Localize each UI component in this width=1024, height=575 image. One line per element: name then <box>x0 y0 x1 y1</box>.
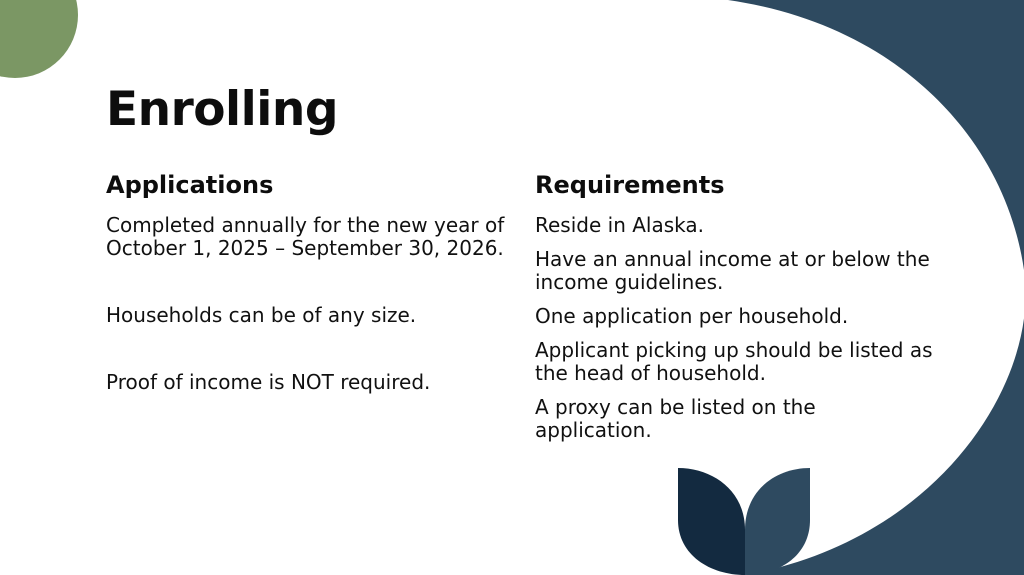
right-leaf-shape <box>745 468 810 575</box>
applications-heading: Applications <box>106 171 274 199</box>
requirement-item: Have an annual income at or below the income guidelines. <box>535 247 930 294</box>
applications-proof-text: Proof of income is NOT required. <box>106 370 431 394</box>
left-leaf-shape <box>678 468 745 575</box>
requirements-column <box>535 168 935 442</box>
requirement-item: Applicant picking up should be listed as the head of household. <box>535 338 933 385</box>
applications-column <box>106 168 506 394</box>
green-circle-shape <box>0 0 78 78</box>
requirement-item: A proxy can be listed on the application. <box>535 395 816 442</box>
page-title: Enrolling <box>106 82 338 137</box>
requirement-item: One application per household. <box>535 304 849 328</box>
applications-annual-text: Completed annually for the new year of October 1, 2025 – September 30, 2026. <box>106 213 505 260</box>
requirement-item: Reside in Alaska. <box>535 213 704 237</box>
requirements-heading: Requirements <box>535 171 725 199</box>
applications-household-size-text: Households can be of any size. <box>106 303 417 327</box>
